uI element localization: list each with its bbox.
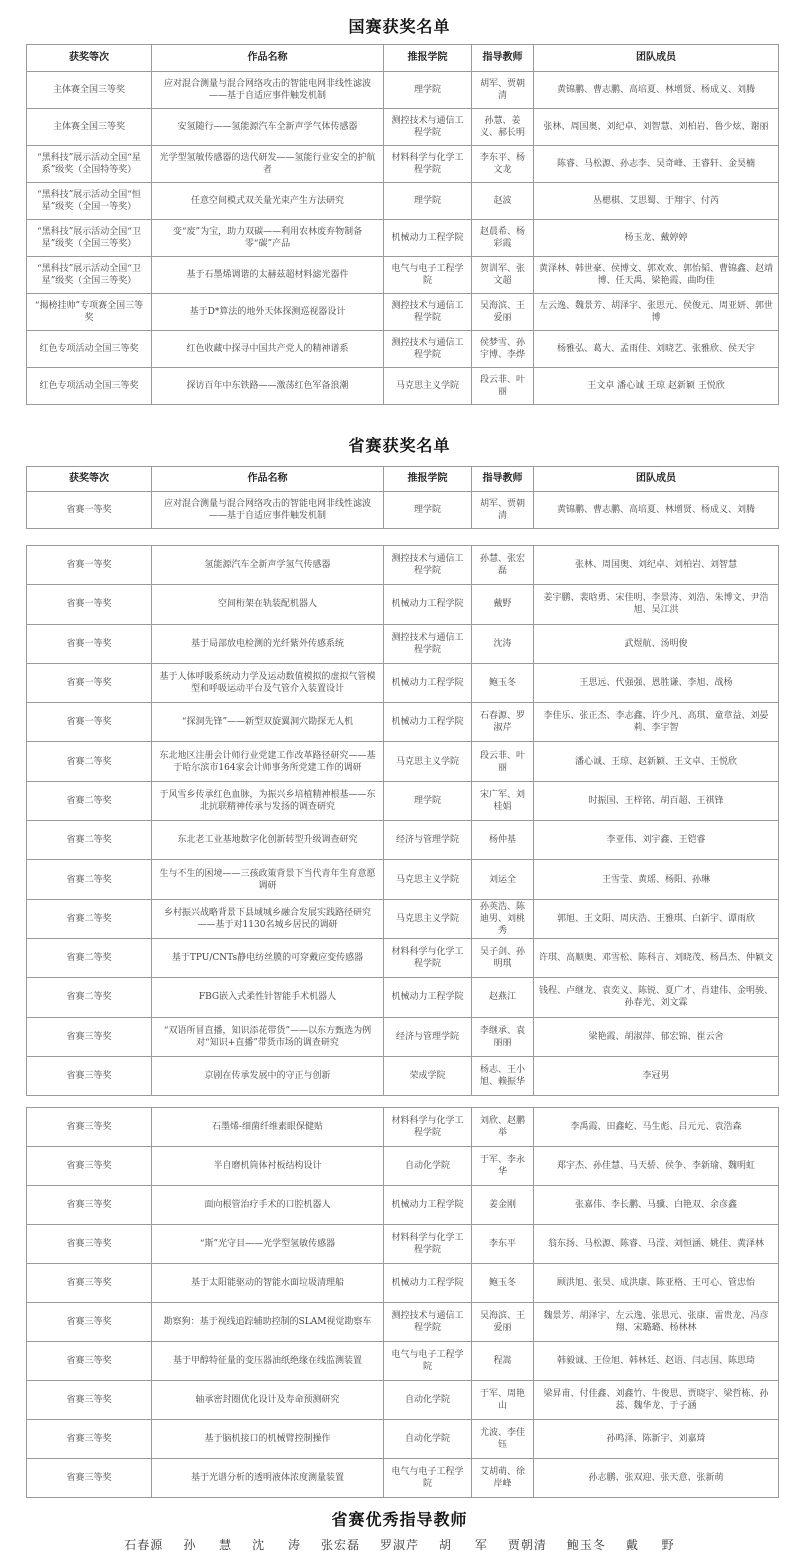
cell-advisors: 李继承、袁丽丽 <box>472 1017 534 1056</box>
cell-team-members: 潘心诚、王琼、赵新颖、王文卓、王悦欣 <box>534 742 779 781</box>
table-row <box>27 742 779 781</box>
cell-award-level: “黑科技”展示活动全国“卫星”级奖（全国三等奖） <box>27 257 152 294</box>
cell-advisors: 吴海滨、王爱丽 <box>472 1303 534 1342</box>
cell-award-level: 省赛二等奖 <box>27 860 152 899</box>
cell-work-title: 基于人体呼吸系统动力学及运动数值模拟的虚拟气管模型和呼吸运动平台及气管介入装置设计 <box>152 663 384 702</box>
cell-work-title: 于风雪乡传承红色血脉，为振兴乡培植精神根基——东北抗联精神传承与发扬的调查研究 <box>152 781 384 820</box>
cell-college: 马克思主义学院 <box>384 742 472 781</box>
cell-advisors: 孙英浩、陈迪男、刘桃秀 <box>472 899 534 938</box>
cell-award-level: 省赛三等奖 <box>27 1303 152 1342</box>
cell-award-level: 省赛一等奖 <box>27 703 152 742</box>
cell-advisors: 杨仲基 <box>472 821 534 860</box>
table-row <box>27 978 779 1017</box>
cell-advisors: 鲍玉冬 <box>472 663 534 702</box>
table-row <box>27 546 779 585</box>
cell-team-members: 李佳乐、张正杰、李志鑫、许少凡、高琪、童章益、刘晏莉、李宇智 <box>534 703 779 742</box>
cell-college: 理学院 <box>384 492 472 529</box>
cell-college: 自动化学院 <box>384 1147 472 1186</box>
cell-work-title: 基于TPU/CNTs静电纺丝膜的可穿戴应变传感器 <box>152 938 384 977</box>
header-team-members: 团队成员 <box>534 467 779 492</box>
cell-advisors: 尤波、李佳钰 <box>472 1420 534 1459</box>
cell-award-level: 省赛三等奖 <box>27 1342 152 1381</box>
cell-award-level: 省赛三等奖 <box>27 1225 152 1264</box>
cell-work-title: 东北老工业基地数字化创新转型升级调查研究 <box>152 821 384 860</box>
cell-advisors: 胡军、贾朝清 <box>472 72 534 109</box>
cell-award-level: 省赛三等奖 <box>27 1147 152 1186</box>
cell-team-members: 许琪、高顺奥、邓雪松、陈科言、刘晓茂、杨昌杰、仲颖文 <box>534 938 779 977</box>
cell-team-members: 杨雅弘、葛大、孟雨佳、刘晓艺、张雅欣、侯天宇 <box>534 331 779 368</box>
table-row <box>27 1186 779 1225</box>
cell-college: 马克思主义学院 <box>384 860 472 899</box>
cell-college: 材料科学与化学工程学院 <box>384 1108 472 1147</box>
table-row <box>27 220 779 257</box>
cell-advisors: 赵晨希、杨彩霞 <box>472 220 534 257</box>
cell-award-level: 省赛三等奖 <box>27 1459 152 1498</box>
cell-award-level: 省赛二等奖 <box>27 821 152 860</box>
cell-advisors: 戴野 <box>472 585 534 624</box>
cell-college: 马克思主义学院 <box>384 368 472 405</box>
cell-team-members: 杨玉龙、戴婷婷 <box>534 220 779 257</box>
cell-work-title: 京剧在传承发展中的守正与创新 <box>152 1056 384 1095</box>
table-row <box>27 492 779 529</box>
cell-team-members: 顾洪旭、张昊、成洪康、陈亚格、王可心、管忠怡 <box>534 1264 779 1303</box>
table-row <box>27 294 779 331</box>
cell-award-level: 省赛二等奖 <box>27 978 152 1017</box>
table-row <box>27 368 779 405</box>
cell-award-level: 省赛三等奖 <box>27 1108 152 1147</box>
teacher-name: 胡 军 <box>439 1538 488 1552</box>
cell-award-level: 省赛三等奖 <box>27 1017 152 1056</box>
cell-advisors: 赵燕江 <box>472 978 534 1017</box>
cell-college: 材料科学与化学工程学院 <box>384 146 472 183</box>
cell-advisors: 孙慧、张宏磊 <box>472 546 534 585</box>
cell-team-members: 梁昇甫、付佳鑫、刘鑫竹、牛俊思、贾晓宇、梁哲栋、孙蕊、魏华龙、于子涵 <box>534 1381 779 1420</box>
table-row <box>27 860 779 899</box>
cell-team-members: 梁艳霞、胡淑萍、郁宏锦、崔云舍 <box>534 1017 779 1056</box>
cell-team-members: 黄锦鹏、曹志鹏、高培夏、林增贤、杨成义、刘腾 <box>534 72 779 109</box>
cell-advisors: 赵波 <box>472 183 534 220</box>
cell-work-title: 探访百年中东铁路——激荡红色军备浪潮 <box>152 368 384 405</box>
cell-work-title: 光学型氢敏传感器的迭代研发——氢能行业安全的护航者 <box>152 146 384 183</box>
cell-advisors: 李东平 <box>472 1225 534 1264</box>
cell-advisors: 于军、李永华 <box>472 1147 534 1186</box>
cell-work-title: 石墨烯-细菌纤维素眼保健贴 <box>152 1108 384 1147</box>
header-work-title: 作品名称 <box>152 467 384 492</box>
cell-college: 测控技术与通信工程学院 <box>384 1303 472 1342</box>
table-row <box>27 331 779 368</box>
cell-college: 经济与管理学院 <box>384 1017 472 1056</box>
cell-work-title: 基于脑机接口的机械臂控制操作 <box>152 1420 384 1459</box>
cell-award-level: 红色专项活动全国三等奖 <box>27 368 152 405</box>
cell-award-level: 省赛三等奖 <box>27 1420 152 1459</box>
cell-award-level: 主体赛全国三等奖 <box>27 109 152 146</box>
teacher-name: 戴 野 <box>625 1538 675 1552</box>
cell-advisors: 刘欣、赵鹏举 <box>472 1108 534 1147</box>
cell-work-title: 东北地区注册会计师行业党建工作改革路径研究——基于哈尔滨市164家会计师事务所党建工作的调研 <box>152 742 384 781</box>
teachers-list <box>0 1536 799 1553</box>
cell-college: 理学院 <box>384 72 472 109</box>
cell-college: 测控技术与通信工程学院 <box>384 109 472 146</box>
cell-advisors: 姜金刚 <box>472 1186 534 1225</box>
table-row <box>27 1381 779 1420</box>
teacher-name: 孙 慧 <box>183 1538 233 1552</box>
cell-advisors: 侯梦雪、孙宇博、李烨 <box>472 331 534 368</box>
cell-work-title: 生与不生的困境——三孩政策背景下当代青年生育意愿调研 <box>152 860 384 899</box>
cell-college: 测控技术与通信工程学院 <box>384 331 472 368</box>
cell-team-members: 姜宇鹏、裴晗勇、宋佳明、李景涛、刘浩、朱博文、尹浩旭、吴江洪 <box>534 585 779 624</box>
teacher-name: 鲍玉冬 <box>566 1538 606 1552</box>
cell-advisors: 吴海滨、王爱丽 <box>472 294 534 331</box>
cell-advisors: 段云菲、叶丽 <box>472 368 534 405</box>
cell-work-title: 基于甲醇特征量的变压器油纸绝缘在线监测装置 <box>152 1342 384 1381</box>
cell-college: 测控技术与通信工程学院 <box>384 624 472 663</box>
cell-team-members: 武煜航、汤明俊 <box>534 624 779 663</box>
cell-award-level: 省赛一等奖 <box>27 624 152 663</box>
cell-award-level: 省赛二等奖 <box>27 781 152 820</box>
cell-advisors: 刘运全 <box>472 860 534 899</box>
cell-award-level: 省赛三等奖 <box>27 1381 152 1420</box>
table-row <box>27 183 779 220</box>
cell-college: 马克思主义学院 <box>384 899 472 938</box>
table-row <box>27 938 779 977</box>
cell-award-level: 主体赛全国三等奖 <box>27 72 152 109</box>
cell-college: 电气与电子工程学院 <box>384 1342 472 1381</box>
cell-team-members: 张林、周国奥、刘纪卓、刘柏岩、刘智慧 <box>534 546 779 585</box>
cell-advisors: 胡军、贾朝清 <box>472 492 534 529</box>
provincial-award-table-2 <box>26 545 779 1096</box>
cell-team-members: 张林、周国奥、刘纪卓、刘智慧、刘柏岩、鲁少炫、谢丽 <box>534 109 779 146</box>
cell-team-members: 孙志鹏、张双迎、张天意、张新萌 <box>534 1459 779 1498</box>
cell-work-title: 面向根管治疗手术的口腔机器人 <box>152 1186 384 1225</box>
header-advisors: 指导教师 <box>472 467 534 492</box>
cell-advisors: 宋广军、刘桂娟 <box>472 781 534 820</box>
cell-award-level: “黑科技”展示活动全国“卫星”级奖（全国三等奖） <box>27 220 152 257</box>
table-row <box>27 1225 779 1264</box>
cell-team-members: 李禹霞、田鑫屹、马生彪、吕元元、袁浩森 <box>534 1108 779 1147</box>
cell-college: 测控技术与通信工程学院 <box>384 546 472 585</box>
table-header-row <box>27 45 779 72</box>
table-row <box>27 257 779 294</box>
cell-award-level: 省赛三等奖 <box>27 1056 152 1095</box>
teacher-name: 张宏磊 <box>320 1538 360 1552</box>
cell-advisors: 李东平、杨文龙 <box>472 146 534 183</box>
table-row <box>27 1056 779 1095</box>
cell-work-title: 轴承密封圈优化设计及寿命预测研究 <box>152 1381 384 1420</box>
table-row <box>27 821 779 860</box>
cell-advisors: 鲍玉冬 <box>472 1264 534 1303</box>
cell-award-level: 省赛一等奖 <box>27 546 152 585</box>
cell-college: 自动化学院 <box>384 1420 472 1459</box>
cell-award-level: 省赛三等奖 <box>27 1186 152 1225</box>
cell-team-members: 王文卓 潘心诚 王琼 赵新颖 王悦欣 <box>534 368 779 405</box>
cell-team-members: 王雪莹、黄瑶、杨阳、孙琳 <box>534 860 779 899</box>
cell-award-level: “黑科技”展示活动全国“星系”级奖（全国特等奖） <box>27 146 152 183</box>
table-row <box>27 781 779 820</box>
cell-award-level: 省赛二等奖 <box>27 899 152 938</box>
table-row <box>27 72 779 109</box>
cell-work-title: 基于太阳能驱动的智能水面垃圾清理船 <box>152 1264 384 1303</box>
cell-college: 机械动力工程学院 <box>384 1186 472 1225</box>
cell-team-members: 丛楒棋、艾思蜀、于翔宇、付芮 <box>534 183 779 220</box>
header-advisors: 指导教师 <box>472 45 534 72</box>
cell-college: 材料科学与化学工程学院 <box>384 938 472 977</box>
national-award-table <box>26 44 779 405</box>
table-row <box>27 1108 779 1147</box>
cell-college: 材料科学与化学工程学院 <box>384 1225 472 1264</box>
header-team-members: 团队成员 <box>534 45 779 72</box>
cell-advisors: 石春源、罗淑芹 <box>472 703 534 742</box>
cell-college: 机械动力工程学院 <box>384 1264 472 1303</box>
cell-advisors: 贺训军、张文超 <box>472 257 534 294</box>
cell-advisors: 艾胡萌、徐岸峰 <box>472 1459 534 1498</box>
cell-advisors: 孙慧、姜义、郝长明 <box>472 109 534 146</box>
cell-work-title: 应对混合测量与混合网络攻击的智能电网非线性滤波——基于自适应事件触发机制 <box>152 72 384 109</box>
cell-college: 经济与管理学院 <box>384 821 472 860</box>
cell-team-members: 张嘉伟、李长鹏、马骥、白艳双、余彦鑫 <box>534 1186 779 1225</box>
header-award-level: 获奖等次 <box>27 467 152 492</box>
cell-college: 测控技术与通信工程学院 <box>384 294 472 331</box>
cell-advisors: 于军、周艳山 <box>472 1381 534 1420</box>
cell-work-title: 空间桁架在轨装配机器人 <box>152 585 384 624</box>
cell-work-title: 氢能源汽车全新声学氢气传感器 <box>152 546 384 585</box>
cell-work-title: 基于光谱分析的透明液体浓度测量装置 <box>152 1459 384 1498</box>
cell-work-title: 基于石墨烯调谐的太赫兹超材料滤光器件 <box>152 257 384 294</box>
provincial-title: 省赛获奖名单 <box>348 436 451 455</box>
cell-advisors: 沈涛 <box>472 624 534 663</box>
table-row <box>27 1264 779 1303</box>
cell-college: 理学院 <box>384 781 472 820</box>
cell-college: 自动化学院 <box>384 1381 472 1420</box>
cell-college: 机械动力工程学院 <box>384 220 472 257</box>
cell-award-level: 省赛二等奖 <box>27 742 152 781</box>
table-row <box>27 663 779 702</box>
table-row <box>27 109 779 146</box>
cell-work-title: 变“废”为宝，助力双碳——利用农林废弃物制备零“碳”产品 <box>152 220 384 257</box>
cell-college: 机械动力工程学院 <box>384 978 472 1017</box>
teacher-name: 石春源 <box>124 1538 164 1552</box>
cell-advisors: 吴子剑、孙明琪 <box>472 938 534 977</box>
cell-team-members: 魏景芳、胡泽宇、左云逸、张思元、张康、雷贵龙、冯彦翔、宋璐璐、杨林林 <box>534 1303 779 1342</box>
cell-college: 机械动力工程学院 <box>384 585 472 624</box>
cell-team-members: 韩毅诚、王俭旭、韩林廷、赵语、闫志国、陈思琦 <box>534 1342 779 1381</box>
cell-work-title: 红色收藏中探寻中国共产党人的精神谱系 <box>152 331 384 368</box>
table-row <box>27 1459 779 1498</box>
teacher-name: 贾朝清 <box>507 1538 547 1552</box>
cell-team-members: 翁东扬、马松源、陈睿、马滢、刘恒涵、姚佳、黄泽林 <box>534 1225 779 1264</box>
cell-team-members: 孙鸣泽、陈新宇、刘嘉琦 <box>534 1420 779 1459</box>
cell-team-members: 陈睿、马松源、孙志李、吴奇峰、王睿轩、金昊楠 <box>534 146 779 183</box>
table-row <box>27 1017 779 1056</box>
cell-team-members: 李亚伟、刘宇鑫、王铠睿 <box>534 821 779 860</box>
cell-award-level: “黑科技”展示活动全国“恒星”级奖（全国一等奖） <box>27 183 152 220</box>
cell-advisors: 程嵩 <box>472 1342 534 1381</box>
cell-college: 理学院 <box>384 183 472 220</box>
table-row <box>27 703 779 742</box>
header-work-title: 作品名称 <box>152 45 384 72</box>
cell-work-title: 基于局部放电检测的光纤紫外传感系统 <box>152 624 384 663</box>
cell-work-title: “双语所冒直播，知识添花带货”——以东方甄选为例对“知识+直播”带货市场的调查研究 <box>152 1017 384 1056</box>
cell-work-title: 半自磨机筒体衬板结构设计 <box>152 1147 384 1186</box>
cell-work-title: 乡村振兴战略背景下县域城乡融合发展实践路径研究——基于对1130名城乡居民的调研 <box>152 899 384 938</box>
table-row <box>27 624 779 663</box>
table-header-row <box>27 467 779 492</box>
table-row <box>27 1303 779 1342</box>
cell-team-members: 李冠男 <box>534 1056 779 1095</box>
header-college: 推报学院 <box>384 45 472 72</box>
cell-advisors: 段云菲、叶丽 <box>472 742 534 781</box>
cell-team-members: 时振国、王梓铭、胡百超、王祺锋 <box>534 781 779 820</box>
cell-award-level: 省赛三等奖 <box>27 1264 152 1303</box>
cell-award-level: 省赛一等奖 <box>27 492 152 529</box>
table-row <box>27 1420 779 1459</box>
provincial-award-table-3 <box>26 1107 779 1498</box>
table-row <box>27 1147 779 1186</box>
table-row <box>27 585 779 624</box>
cell-college: 电气与电子工程学院 <box>384 257 472 294</box>
cell-work-title: 任意空间模式双关量光束产生方法研究 <box>152 183 384 220</box>
cell-award-level: “揭榜挂帅”专项赛全国三等奖 <box>27 294 152 331</box>
cell-team-members: 左云逸、魏景芳、胡泽宇、张思元、侯俊元、周亚妍、郭世博 <box>534 294 779 331</box>
cell-team-members: 王思远、代强强、恩胜谦、李旭、战杨 <box>534 663 779 702</box>
teacher-name: 沈 涛 <box>252 1538 301 1552</box>
cell-work-title: “探洞先锋”——新型双旋翼洞穴勘探无人机 <box>152 703 384 742</box>
cell-award-level: 红色专项活动全国三等奖 <box>27 331 152 368</box>
header-award-level: 获奖等次 <box>27 45 152 72</box>
cell-team-members: 黄泽林、韩世豪、侯博文、郭欢欢、郭怡韬、曹锦鑫、赵靖博、任天禹、梁艳霞、曲昀佳 <box>534 257 779 294</box>
cell-work-title: 勘察狗：基于视线追踪辅助控制的SLAM视觉勘察车 <box>152 1303 384 1342</box>
cell-college: 电气与电子工程学院 <box>384 1459 472 1498</box>
cell-team-members: 黄锦鹏、曹志鹏、高培夏、林增贤、杨成义、刘腾 <box>534 492 779 529</box>
cell-advisors: 杨志、王小旭、赖振华 <box>472 1056 534 1095</box>
table-row <box>27 146 779 183</box>
cell-award-level: 省赛一等奖 <box>27 663 152 702</box>
cell-award-level: 省赛二等奖 <box>27 938 152 977</box>
teachers-title: 省赛优秀指导教师 <box>331 1510 468 1529</box>
cell-work-title: “斯”光守目——光学型氢敏传感器 <box>152 1225 384 1264</box>
cell-work-title: FBG嵌入式柔性针智能手术机器人 <box>152 978 384 1017</box>
cell-college: 机械动力工程学院 <box>384 703 472 742</box>
cell-team-members: 郑宇杰、孙佳慧、马天骄、侯争、李新瑜、魏明虹 <box>534 1147 779 1186</box>
cell-work-title: 基于D*算法的地外天体探测巡视器设计 <box>152 294 384 331</box>
cell-work-title: 应对混合测量与混合网络攻击的智能电网非线性滤波——基于自适应事件触发机制 <box>152 492 384 529</box>
cell-college: 荣成学院 <box>384 1056 472 1095</box>
table-row <box>27 899 779 938</box>
national-title: 国赛获奖名单 <box>348 17 451 36</box>
cell-team-members: 郭旭、王文阳、周庆浩、王雅琪、白新宇、谭雨欣 <box>534 899 779 938</box>
teacher-name: 罗淑芹 <box>379 1538 419 1552</box>
provincial-award-table-1 <box>26 466 779 529</box>
cell-award-level: 省赛一等奖 <box>27 585 152 624</box>
table-row <box>27 1342 779 1381</box>
cell-college: 机械动力工程学院 <box>384 663 472 702</box>
cell-work-title: 安氢随行——氢能源汽车全新声学气体传感器 <box>152 109 384 146</box>
header-college: 推报学院 <box>384 467 472 492</box>
cell-team-members: 钱程、卢继龙、袁奕义、陈锐、夏广才、肖建伟、金明骏、孙春光、刘文霖 <box>534 978 779 1017</box>
